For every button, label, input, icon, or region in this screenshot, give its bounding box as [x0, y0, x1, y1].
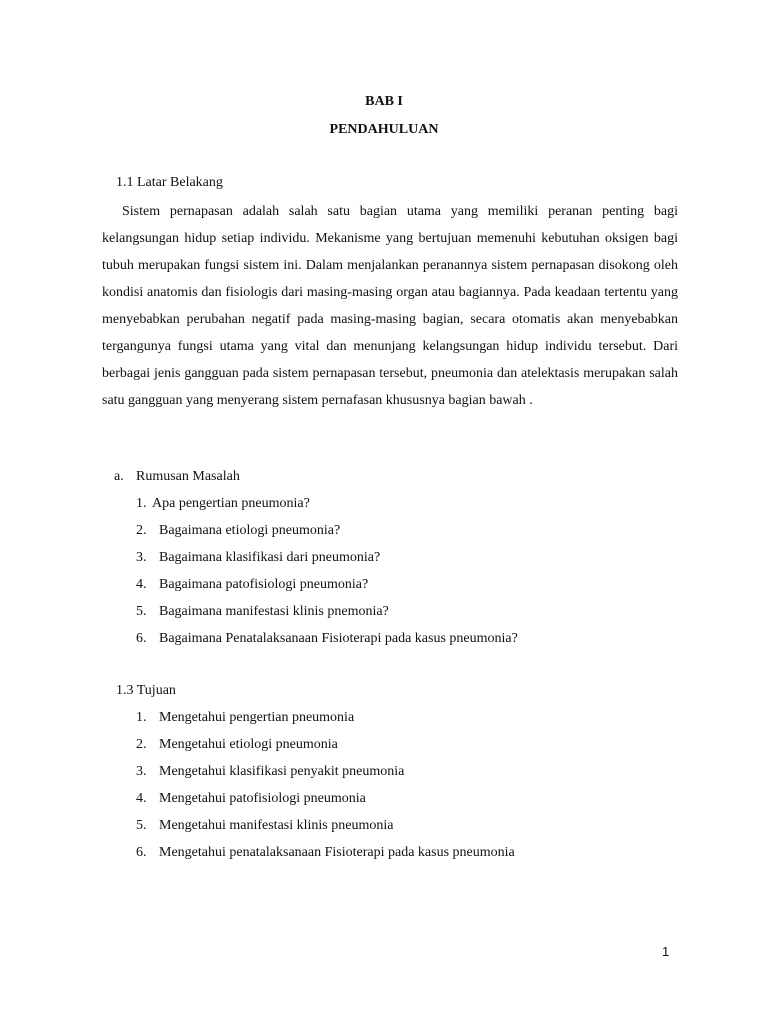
problem-item-text: Bagaimana Penatalaksanaan Fisioterapi pada kasus pneumonia? [159, 631, 518, 646]
objective-item-number: 4. [136, 791, 147, 806]
objective-item-text: Mengetahui etiologi pneumonia [159, 737, 338, 752]
problem-item-number: 3. [136, 550, 147, 565]
problem-item [136, 496, 696, 523]
objective-item [136, 845, 696, 872]
problem-item-text: Bagaimana etiologi pneumonia? [159, 523, 341, 538]
problem-item [136, 550, 696, 577]
objective-item-number: 3. [136, 764, 147, 779]
problem-item-text: Bagaimana manifestasi klinis pnemonia? [159, 604, 389, 619]
objective-item-text: Mengetahui patofisiologi pneumonia [159, 791, 366, 806]
section-heading-problem: Rumusan Masalah [136, 469, 240, 484]
problem-list [136, 496, 696, 658]
objective-item [136, 791, 696, 818]
problem-item [136, 523, 696, 550]
problem-item-number: 2. [136, 523, 147, 538]
problem-item-number: 5. [136, 604, 147, 619]
section-heading-background: 1.1 Latar Belakang [116, 175, 223, 190]
objective-item-text: Mengetahui klasifikasi penyakit pneumonia [159, 764, 405, 779]
objective-item [136, 818, 696, 845]
problem-marker: a. [114, 469, 124, 484]
problem-item [136, 604, 696, 631]
section-heading-objectives: 1.3 Tujuan [116, 683, 176, 698]
problem-item-text: Bagaimana patofisiologi pneumonia? [159, 577, 369, 592]
problem-item [136, 631, 696, 658]
background-paragraph: Sistem pernapasan adalah salah satu bagian utama yang memiliki peranan penting bagi kelangsungan hidup setiap individu. Mekanisme yang bertujuan memenuhi kebutuhan oksigen bagi tubuh merupakan fungsi sistem ini. Dalam menjalankan peranannya sistem pernapasan disokong oleh kondisi anatomis dan fisiologis dari masing-masing organ atau bagiannya. Pada keadaan tertentu yang menyebabkan perubahan negatif pada masing-masing bagian, secara otomatis akan menyebabkan tergangunya fungsi utama yang vital dan menunjang kelangsungan hidup individu tersebut. Dari berbagai jenis gangguan pada sistem pernapasan tersebut, pneumonia dan atelektasis merupakan salah satu gangguan yang menyerang sistem pernafasan khususnya bagian bawah . [102, 204, 678, 408]
problem-item-text: Apa pengertian pneumonia? [152, 496, 310, 511]
objective-item-number: 1. [136, 710, 147, 725]
problem-item-text: Bagaimana klasifikasi dari pneumonia? [159, 550, 381, 565]
objectives-list [136, 710, 696, 872]
objective-item [136, 737, 696, 764]
objective-item-number: 5. [136, 818, 147, 833]
objective-item-text: Mengetahui manifestasi klinis pneumonia [159, 818, 394, 833]
objective-item [136, 764, 696, 791]
objective-item-number: 6. [136, 845, 147, 860]
page-number: 1 [662, 944, 670, 959]
chapter-number: BAB I [365, 94, 403, 109]
problem-item-number: 6. [136, 631, 147, 646]
objective-item-number: 2. [136, 737, 147, 752]
problem-item-number: 1. [136, 496, 147, 511]
problem-item [136, 577, 696, 604]
chapter-title: PENDAHULUAN [329, 122, 439, 137]
objective-item-text: Mengetahui penatalaksanaan Fisioterapi pada kasus pneumonia [159, 845, 515, 860]
objective-item [136, 710, 696, 737]
problem-item-number: 4. [136, 577, 147, 592]
objective-item-text: Mengetahui pengertian pneumonia [159, 710, 355, 725]
